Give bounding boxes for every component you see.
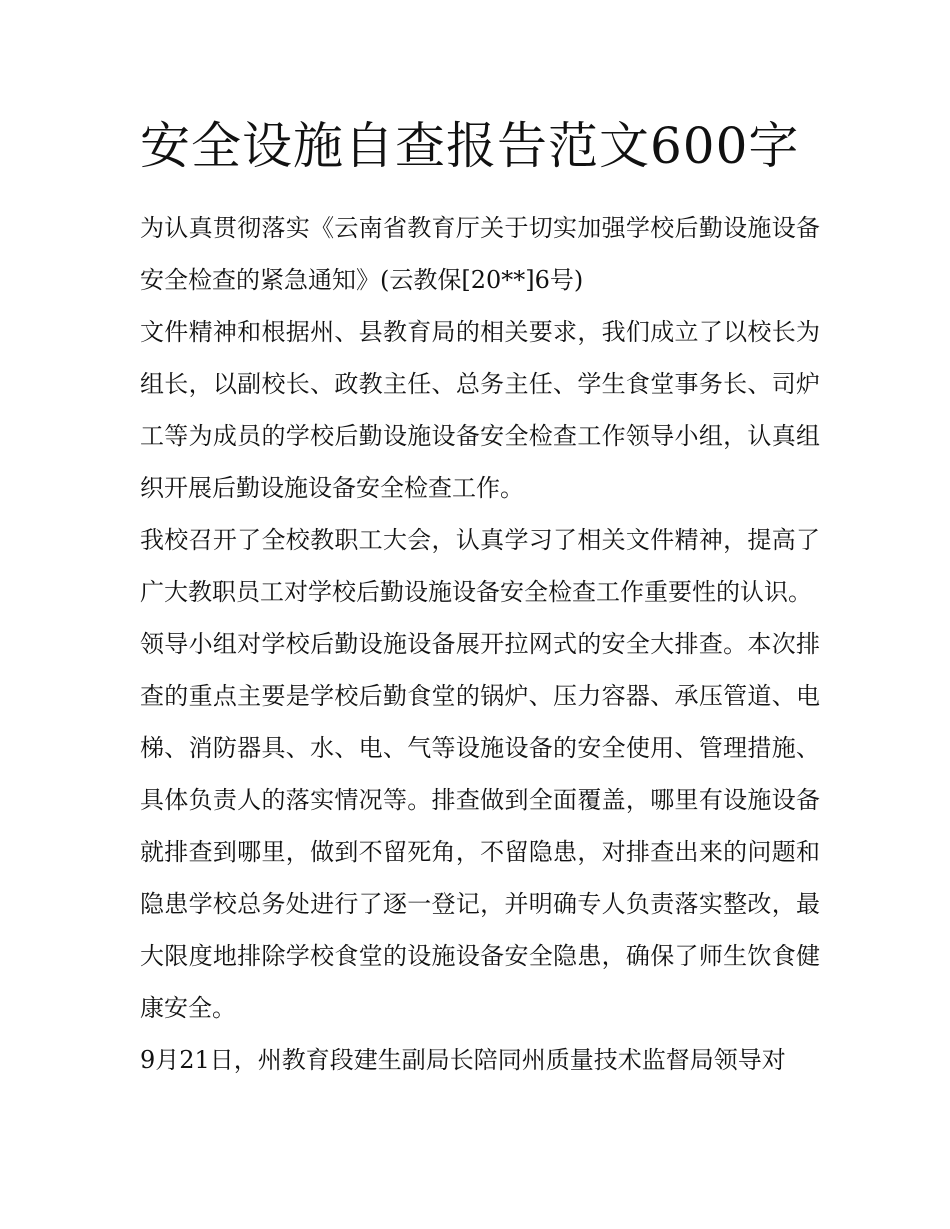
document-page [140, 110, 820, 1086]
paragraph: 领导小组对学校后勤设施设备展开拉网式的安全大排查。本次排查的重点主要是学校后勤食堂的锅炉、压力容器、承压管道、电梯、消防器具、水、电、气等设施设备的安全使用、管理措施、具体负责人的落实情况等。排查做到全面覆盖，哪里有设施设备就排查到哪里，做到不留死角，不留隐患，对排查出来的问题和隐患学校总务处进行了逐一登记，并明确专人负责落实整改，最大限度地排除学校食堂的设施设备安全隐患，确保了师生饮食健康安全。 [140, 630, 820, 1022]
document-title: 安全设施自查报告范文600字 [140, 117, 800, 175]
paragraph: 9月21日，州教育段建生副局长陪同州质量技术监督局领导对 [140, 1046, 786, 1074]
paragraph: 为认真贯彻落实《云南省教育厅关于切实加强学校后勤设施设备安全检查的紧急通知》(云教保[20**]6号) [140, 214, 820, 294]
paragraph: 我校召开了全校教职工大会，认真学习了相关文件精神，提高了广大教职员工对学校后勤设施设备安全检查工作重要性的认识。 [140, 526, 820, 606]
paragraph: 文件精神和根据州、县教育局的相关要求，我们成立了以校长为组长，以副校长、政教主任、总务主任、学生食堂事务长、司炉工等为成员的学校后勤设施设备安全检查工作领导小组，认真组织开展后勤设施设备安全检查工作。 [140, 318, 820, 502]
document-body [140, 202, 820, 1086]
